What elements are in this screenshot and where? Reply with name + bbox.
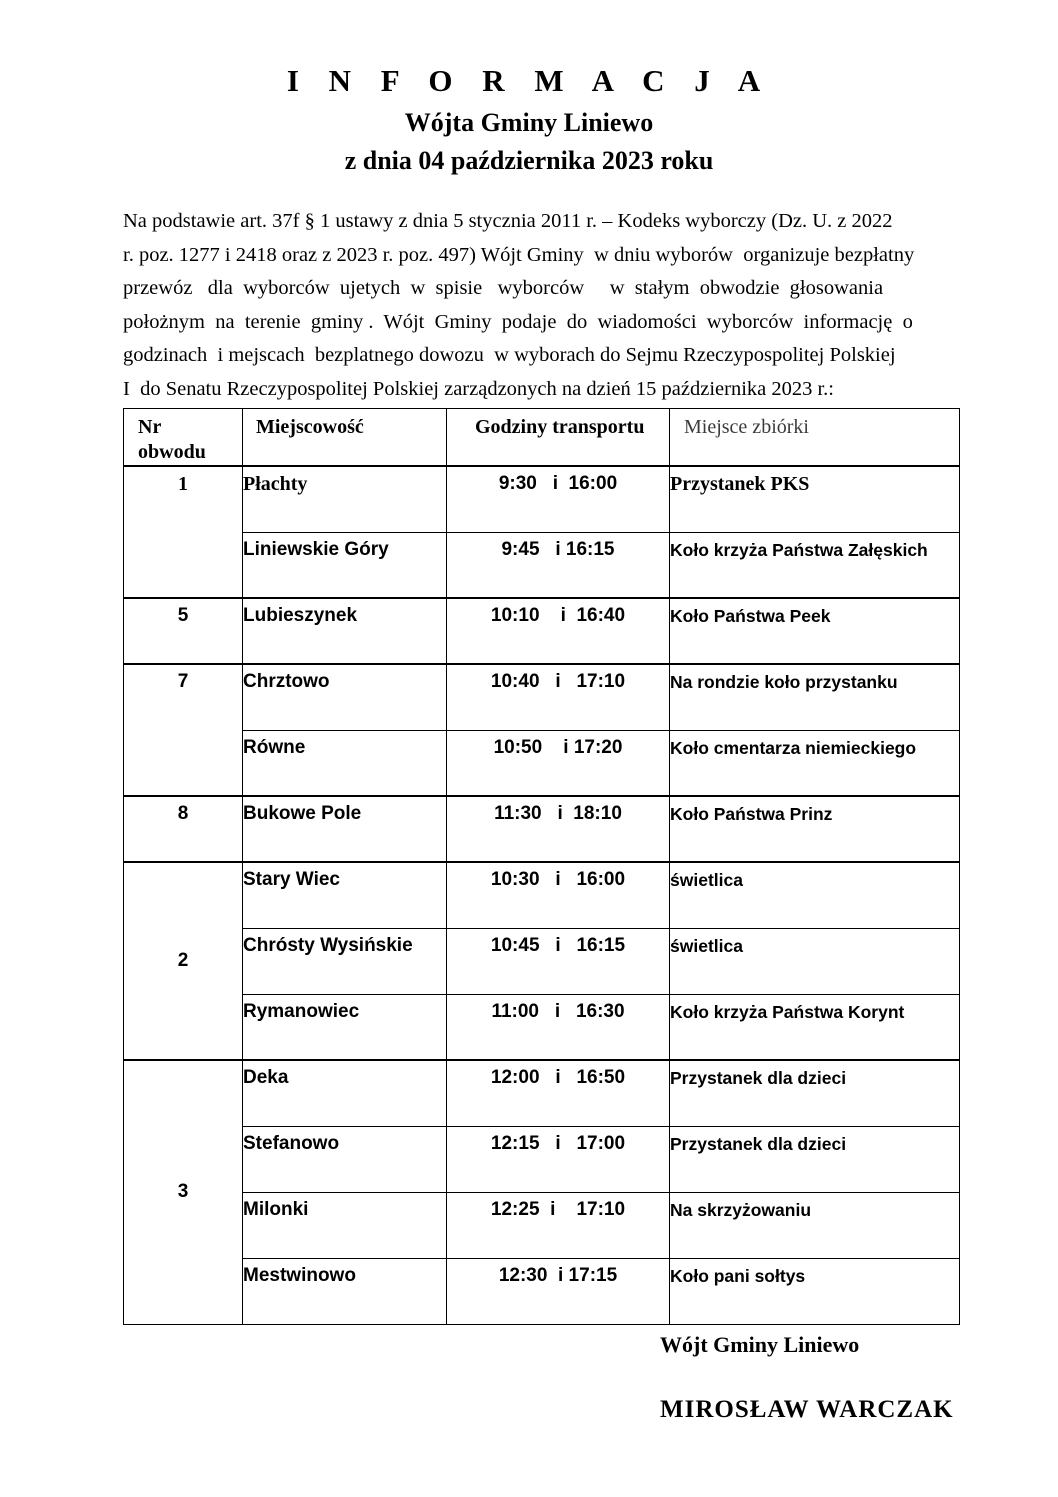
table-row [124, 730, 960, 796]
location-cell: Stefanowo [243, 1126, 447, 1192]
title-subtitle-date: z dnia 04 października 2023 roku [344, 145, 714, 175]
title-subtitle-authority: Wójta Gminy Liniewo [404, 107, 654, 137]
hours-cell: 12:30 i 17:15 [447, 1258, 670, 1324]
page-title: I N F O R M A C J A [286, 63, 772, 98]
location-cell: Chrztowo [243, 664, 447, 730]
meeting-place-cell: Koło krzyża Państwa Załęskich [670, 532, 960, 598]
location-cell: Płachty [243, 466, 447, 532]
intro-paragraph [123, 205, 943, 406]
hours-cell: 10:10 i 16:40 [447, 598, 670, 664]
district-number-cell: 3 [124, 1060, 243, 1324]
district-number-cell: 5 [124, 598, 243, 664]
location-cell: Chrósty Wysińskie [243, 928, 447, 994]
intro-line: godzinach i mejscach bezplatnego dowozu w wyborach do Sejmu Rzeczypospolitej Polskiej [123, 344, 896, 366]
transport-schedule-table-wrap [123, 408, 959, 1325]
location-cell: Rymanowiec [243, 994, 447, 1060]
hours-cell: 9:45 i 16:15 [447, 532, 670, 598]
intro-line: r. poz. 1277 i 2418 oraz z 2023 r. poz. 497) Wójt Gminy w dniu wyborów organizuje bezpłatny [123, 243, 915, 266]
location-cell: Równe [243, 730, 447, 796]
column-header-location: Miejscowość [243, 409, 447, 467]
intro-line: Na podstawie art. 37f § 1 ustawy z dnia 5 stycznia 2011 r. – Kodeks wyborczy (Dz. U. z 2022 [123, 210, 893, 232]
column-header-district-number [124, 409, 243, 467]
location-cell: Liniewskie Góry [243, 532, 447, 598]
meeting-place-cell: Koło Państwa Prinz [670, 796, 960, 862]
location-cell: Lubieszynek [243, 598, 447, 664]
hours-cell: 11:30 i 18:10 [447, 796, 670, 862]
transport-schedule-table [123, 408, 960, 1325]
hours-cell: 12:15 i 17:00 [447, 1126, 670, 1192]
table-row [124, 466, 960, 532]
table-row [124, 664, 960, 730]
table-row [124, 532, 960, 598]
signature-role: Wójt Gminy Liniewo [660, 1332, 860, 1357]
meeting-place-cell: Koło pani sołtys [670, 1258, 960, 1324]
hours-cell: 10:40 i 17:10 [447, 664, 670, 730]
meeting-place-cell: Na skrzyżowaniu [670, 1192, 960, 1258]
hours-cell: 9:30 i 16:00 [447, 466, 670, 532]
meeting-place-cell: świetlica [670, 862, 960, 928]
table-row [124, 928, 960, 994]
district-number-cell: 1 [124, 466, 243, 598]
table-row [124, 994, 960, 1060]
hours-cell: 12:25 i 17:10 [447, 1192, 670, 1258]
meeting-place-cell: Przystanek PKS [670, 466, 960, 532]
hours-cell: 10:30 i 16:00 [447, 862, 670, 928]
meeting-place-cell: Koło Państwa Peek [670, 598, 960, 664]
intro-line: I do Senatu Rzeczypospolitej Polskiej zarządzonych na dzień 15 października 2023 r.: [123, 377, 835, 400]
signature-block [660, 1332, 990, 1424]
district-number-cell: 8 [124, 796, 243, 862]
location-cell: Bukowe Pole [243, 796, 447, 862]
location-cell: Stary Wiec [243, 862, 447, 928]
table-row [124, 1060, 960, 1126]
document-title-block [0, 0, 1058, 178]
table-row [124, 598, 960, 664]
hours-cell: 10:45 i 16:15 [447, 928, 670, 994]
meeting-place-cell: Na rondzie koło przystanku [670, 664, 960, 730]
meeting-place-cell: Koło cmentarza niemieckiego [670, 730, 960, 796]
intro-line: położnym na terenie gminy . Wójt Gminy podaje do wiadomości wyborców informację o [123, 310, 913, 333]
table-row [124, 1126, 960, 1192]
table-row [124, 862, 960, 928]
meeting-place-cell: Koło krzyża Państwa Korynt [670, 994, 960, 1060]
column-header-meeting-place: Miejsce zbiórki [670, 409, 960, 467]
location-cell: Mestwinowo [243, 1258, 447, 1324]
meeting-place-cell: świetlica [670, 928, 960, 994]
column-header-hours: Godziny transportu [447, 409, 670, 467]
hours-cell: 12:00 i 16:50 [447, 1060, 670, 1126]
meeting-place-cell: Przystanek dla dzieci [670, 1126, 960, 1192]
location-cell: Deka [243, 1060, 447, 1126]
district-number-cell: 2 [124, 862, 243, 1060]
column-header-district-number-line2: obwodu [138, 441, 206, 463]
table-header-row [124, 409, 960, 467]
meeting-place-cell: Przystanek dla dzieci [670, 1060, 960, 1126]
table-row [124, 1192, 960, 1258]
table-row [124, 796, 960, 862]
intro-line: przewóz dla wyborców ujetych w spisie wyborców w stałym obwodzie głosowania [123, 277, 884, 299]
hours-cell: 11:00 i 16:30 [447, 994, 670, 1060]
table-row [124, 1258, 960, 1324]
hours-cell: 10:50 i 17:20 [447, 730, 670, 796]
column-header-district-number-line1: Nr [138, 416, 162, 438]
location-cell: Milonki [243, 1192, 447, 1258]
district-number-cell: 7 [124, 664, 243, 796]
signature-name: MIROSŁAW WARCZAK [660, 1396, 954, 1423]
